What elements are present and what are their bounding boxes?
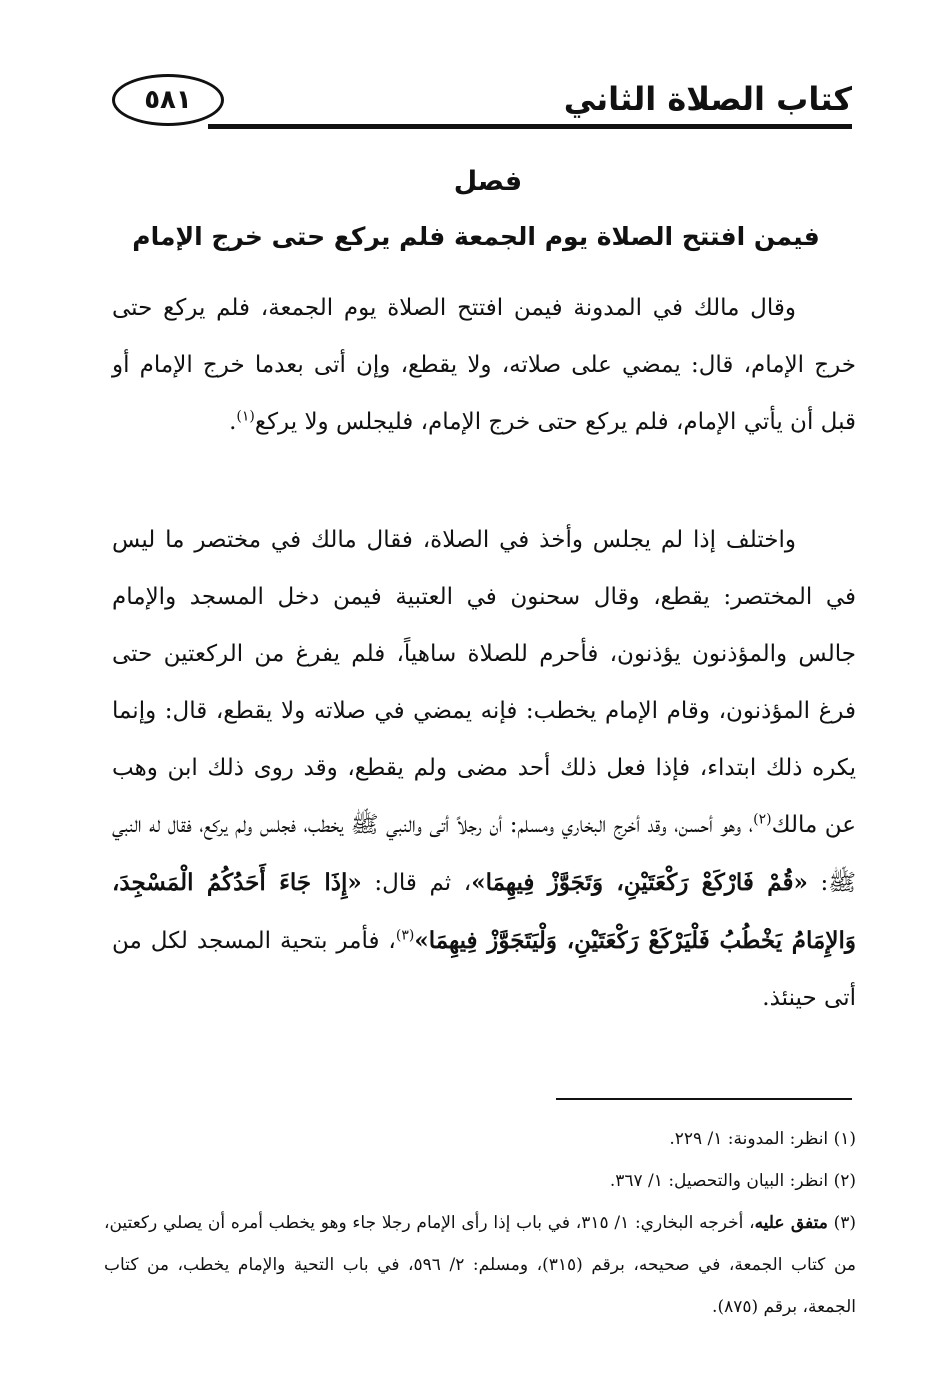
paragraph-1	[112, 280, 856, 451]
footnote-text: انظر: المدونة: ١/ ٢٢٩.	[669, 1129, 829, 1149]
paragraph-2-part-3: ، ثم قال:	[361, 870, 472, 896]
footnote-ref-1: (١)	[236, 408, 255, 425]
footnotes	[104, 1118, 856, 1328]
footnote-number: (٣)	[833, 1213, 856, 1233]
footnote-3	[104, 1202, 856, 1328]
paragraph-2	[112, 512, 856, 1027]
page-number: ٥٨١	[144, 85, 192, 115]
paragraph-1-body: وقال مالك في المدونة فيمن افتتح الصلاة يوم الجمعة، فلم يركع حتى خرج الإمام، قال: يمضي على صلاته، ولا يقطع، وإن أتى بعدما خرج الإمام أو قبل أن يأتي الإمام، فلم يركع حتى خرج الإمام، فليجلس ولا يركع	[112, 295, 856, 435]
footnote-text: ، أخرجه البخاري: ١/ ٣١٥، في باب إذا رأى الإمام رجلا جاء وهو يخطب أمره أن يصلي ركعتين، من كتاب الجمعة، في صحيحه، برقم (٣١٥)، ومسلم: ٢/ ٥٩٦، في باب التحية والإمام يخطب، من كتاب الجمعة، برقم (٨٧٥).	[104, 1213, 856, 1317]
book-title: كتاب الصلاة الثاني	[563, 80, 852, 118]
hadith-quote-2: «إِذَا جَاءَ أَحَدُكُمُ الْمَسْجِدَ، وَالإِمَامُ يَخْطُبُ فَلْيَرْكَعْ رَكْعَتَيْنِ، وَلْيَتَجَوَّزْ فِيهِمَا»	[112, 869, 856, 954]
footnote-ref-3: (٣)	[395, 927, 415, 944]
footnote-ref-2: (٢)	[753, 811, 772, 828]
page-number-oval	[112, 74, 224, 126]
section-heading: فصل	[453, 166, 523, 197]
footnote-number: (٢)	[833, 1171, 856, 1191]
footnote-separator	[556, 1098, 852, 1100]
paragraph-2-part-2: ، وهو أحسن، وقد أخرج البخاري ومسلم: أن رجلاً أتى والنبي ﷺ يخطب، فجلس ولم يركع، فقال له النبي ﷺ:	[112, 812, 857, 896]
footnote-1	[104, 1118, 856, 1160]
footnote-number: (١)	[833, 1129, 856, 1149]
paragraph-2-text	[112, 512, 856, 1027]
paragraph-1-text	[112, 280, 856, 451]
paragraph-2-part-4: ، فأمر بتحية المسجد لكل من أتى حينئذ.	[112, 928, 856, 1011]
footnote-2	[104, 1160, 856, 1202]
hadith-quote-1: «قُمْ فَارْكَعْ رَكْعَتَيْنِ، وَتَجَوَّزْ فِيهِمَا»	[471, 869, 808, 896]
header-rule	[208, 124, 852, 129]
paragraph-2-part-1: واختلف إذا لم يجلس وأخذ في الصلاة، فقال مالك في مختصر ما ليس في المختصر: يقطع، وقال سحنون في العتبية فيمن دخل المسجد والإمام جالس والمؤذنون يؤذنون، فأحرم للصلاة ساهياً، فلم يفرغ من الركعتين حتى فرغ المؤذنون، وقام الإمام يخطب: فإنه يمضي في صلاته ولا يقطع، قال: وإنما يكره ذلك ابتداء، فإذا فعل ذلك أحد مضى ولم يقطع، وقد روى ذلك ابن وهب عن مالك	[112, 527, 856, 838]
section-subheading: فيمن افتتح الصلاة يوم الجمعة فلم يركع حتى خرج الإمام	[132, 222, 820, 251]
footnote-lead: متفق عليه	[754, 1213, 828, 1233]
page-header	[112, 66, 852, 136]
footnote-text: انظر: البيان والتحصيل: ١/ ٣٦٧.	[609, 1171, 829, 1191]
paragraph-1-end: .	[229, 409, 237, 435]
